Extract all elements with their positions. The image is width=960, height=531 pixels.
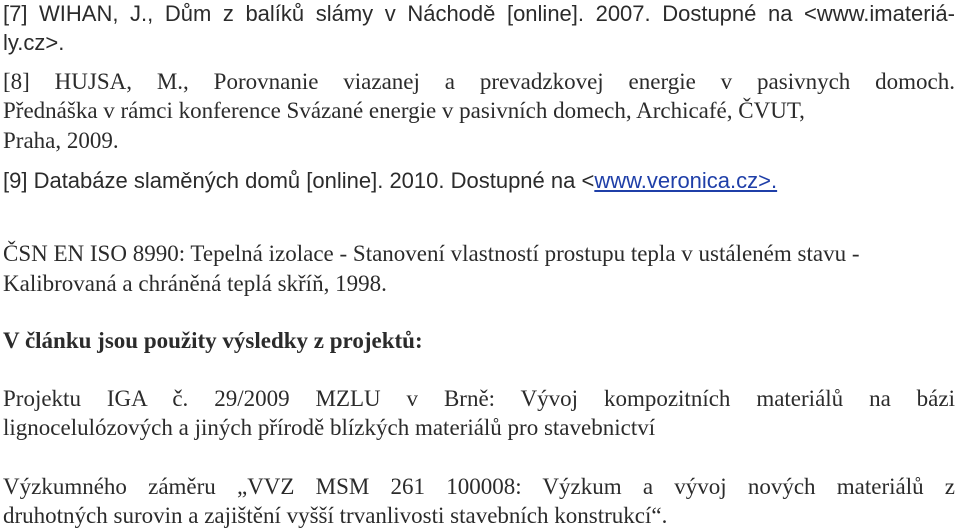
reference-7-line-2: ly.cz>. — [3, 30, 65, 55]
reference-9-text: [9] Databáze slaměných domů [online]. 2010. Dostupné na < — [3, 168, 595, 193]
vvz-project-line-2: druhotných surovin a zajištění vyšší trvanlivosti stavebních konstrukcí“. — [3, 503, 668, 528]
iga-project-line-2: lignocelulózových a jiných přírodě blízkých materiálů pro stavebnictví — [3, 415, 656, 440]
vvz-project-line-1: Výzkumného záměru „VVZ MSM 261 100008: Výzkum a vývoj nových materiálů z — [3, 474, 955, 499]
csn-standard-line-2: Kalibrovaná a chráněná teplá skříň, 1998. — [3, 271, 387, 296]
iga-project-line-1: Projektu IGA č. 29/2009 MZLU v Brně: Vývoj kompozitních materiálů na bázi — [3, 386, 955, 411]
veronica-link[interactable]: www.veronica.cz>. — [594, 168, 778, 193]
reference-7-line-1: [7] WIHAN, J., Dům z balíků slámy v Náchodě [online]. 2007. Dostupné na <www.imateriá- — [3, 1, 955, 26]
reference-8-line-2: Přednáška v rámci konference Svázané energie v pasivních domech, Archicafé, ČVUT, — [3, 98, 805, 123]
csn-standard-line-1: ČSN EN ISO 8990: Tepelná izolace - Stanovení vlastností prostupu tepla v ustáleném stavu - — [3, 241, 860, 266]
projects-heading: V článku jsou použity výsledky z projektů: — [3, 328, 423, 353]
reference-8-line-1: [8] HUJSA, M., Porovnanie viazanej a prevadzkovej energie v pasivnych domoch. — [3, 69, 955, 94]
reference-9 — [3, 167, 777, 195]
reference-8-line-3: Praha, 2009. — [3, 128, 119, 153]
